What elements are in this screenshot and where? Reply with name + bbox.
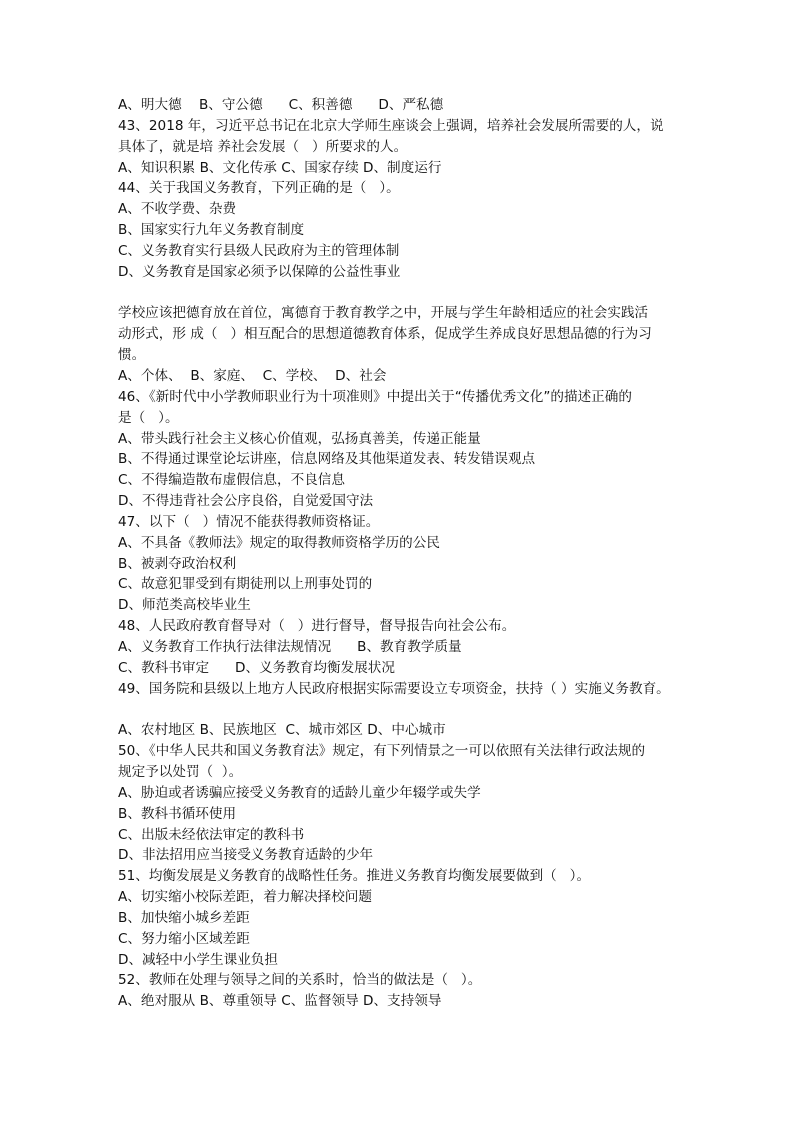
text-line: B、不得通过课堂论坛讲座，信息网络及其他渠道发表、转发错误观点: [118, 451, 536, 468]
text-line: 49、国务院和县级以上地方人民政府根据实际需要设立专项资金，扶持（ ）实施义务教育。: [118, 680, 670, 697]
text-line: D、减轻中小学生课业负担: [118, 951, 278, 968]
text-line: D、师范类高校毕业生: [118, 597, 251, 614]
text-line: A、不具备《教师法》规定的取得教师资格学历的公民: [118, 534, 440, 551]
text-line: C、不得编造散布虚假信息，不良信息: [118, 472, 345, 489]
text-line: 46、《新时代中小学教师职业行为十项准则》中提出关于“传播优秀文化”的描述正确的: [118, 388, 632, 405]
text-line: 48、人民政府教育督导对（ ）进行督导，督导报告向社会公布。: [118, 618, 516, 635]
text-line: 44、关于我国义务教育，下列正确的是（ ）。: [118, 180, 400, 197]
text-line: 50、《中华人民共和国义务教育法》规定，有下列情景之一可以依照有关法律行政法规的: [118, 743, 646, 760]
text-line: C、故意犯罪受到有期徒刑以上刑事处罚的: [118, 576, 373, 593]
text-line: A、明大德 B、守公德 C、积善德 D、严私德: [118, 97, 444, 113]
text-line: B、被剥夺政治权利: [118, 555, 237, 572]
text-line: A、不收学费、杂费: [118, 201, 237, 218]
text-line: 43、2018 年，习近平总书记在北京大学师生座谈会上强调，培养社会发展所需要的人，说: [118, 117, 664, 134]
text-line: [118, 283, 698, 304]
text-line: A、义务教育工作执行法律法规情况 B、教育教学质量: [118, 638, 462, 655]
text-line: C、义务教育实行县级人民政府为主的管理体制: [118, 242, 400, 259]
text-line: A、胁迫或者诱骗应接受义务教育的适龄儿童少年辍学或失学: [118, 784, 481, 801]
text-line: B、教科书循环使用: [118, 805, 237, 822]
text-line: 规定予以处罚（ ）。: [118, 764, 243, 780]
text-line: B、加快缩小城乡差距: [118, 909, 250, 926]
text-line: 学校应该把德育放在首位，寓德育于教育教学之中，开展与学生年龄相适应的社会实践活: [118, 305, 649, 322]
text-line: 52、教师在处理与领导之间的关系时，恰当的做法是（ ）。: [118, 972, 482, 989]
text-line: A、知识积累 B、文化传承 C、国家存续 D、制度运行: [118, 159, 442, 176]
document-page: [118, 95, 698, 1012]
text-line: C、教科书审定 D、义务教育均衡发展状况: [118, 659, 395, 676]
text-line: A、农村地区 B、民族地区 C、城市郊区 D、中心城市: [118, 722, 446, 739]
text-line: A、切实缩小校际差距，着力解决择校问题: [118, 889, 372, 906]
text-line: 惯。: [118, 347, 146, 364]
text-line: A、个体、 B、家庭、 C、学校、 D、社会: [118, 367, 387, 384]
text-line: D、非法招用应当接受义务教育适龄的少年: [118, 847, 374, 864]
text-line: 具体了，就是培 养社会发展（ ）所要求的人。: [118, 138, 408, 155]
text-line: C、出版未经依法审定的教科书: [118, 826, 305, 843]
text-line: D、义务教育是国家必须予以保障的公益性事业: [118, 263, 401, 280]
text-line: D、不得违背社会公序良俗，自觉爱国守法: [118, 493, 374, 510]
text-line: A、带头践行社会主义核心价值观，弘扬真善美，传递正能量: [118, 430, 481, 447]
text-line: 51、均衡发展是义务教育的战略性任务。推进义务教育均衡发展要做到（ ）。: [118, 868, 591, 885]
text-line: 动形式，形 成（ ）相互配合的思想道德教育体系，促成学生养成良好思想品德的行为习: [118, 326, 652, 343]
text-line: C、努力缩小区域差距: [118, 930, 250, 947]
text-line: 是（ ）。: [118, 409, 179, 426]
text-line: A、绝对服从 B、尊重领导 C、监督领导 D、支持领导: [118, 993, 442, 1010]
text-line: B、国家实行九年义务教育制度: [118, 222, 305, 239]
text-line: [118, 699, 698, 720]
text-line: 47、以下（ ）情况不能获得教师资格证。: [118, 513, 380, 530]
